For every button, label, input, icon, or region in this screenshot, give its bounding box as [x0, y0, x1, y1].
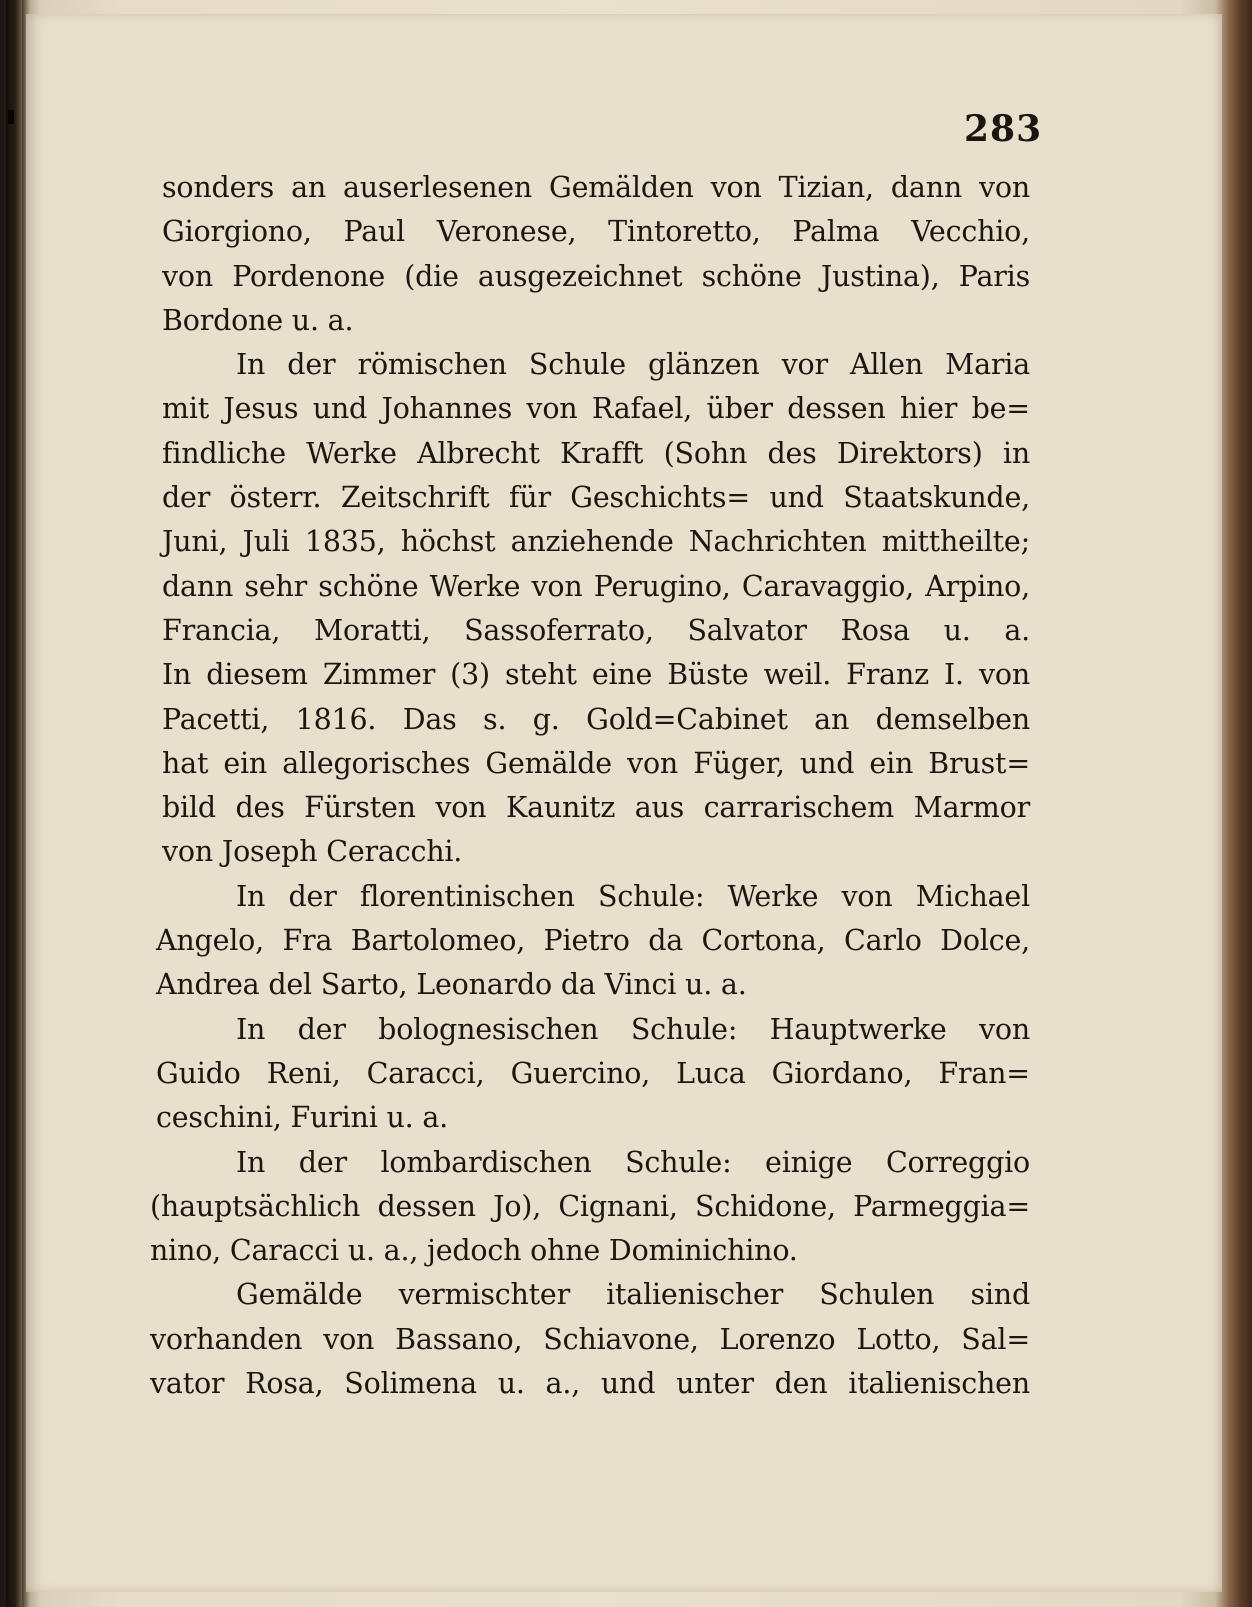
text-line: dann sehr schöne Werke von Perugino, Caravaggio, Arpino, [162, 569, 1030, 603]
text-line: hat ein allegorisches Gemälde von Füger, und ein Brust= [162, 746, 1030, 780]
text-line: findliche Werke Albrecht Krafft (Sohn des Direktors) in [162, 436, 1030, 470]
text-line: Giorgiono, Paul Veronese, Tintoretto, Palma Vecchio, [162, 215, 1030, 249]
paragraph-start-line: In der römischen Schule glänzen vor Allen Maria [236, 348, 1030, 382]
paragraph-start-line: In der florentinischen Schule: Werke von Michael [236, 879, 1030, 913]
book-binding-edge [6, 0, 22, 1607]
text-line: Bordone u. a. [162, 303, 354, 337]
text-line: Andrea del Sarto, Leonardo da Vinci u. a. [156, 968, 747, 1002]
text-line: Francia, Moratti, Sassoferrato, Salvator Rosa u. a. [162, 613, 1030, 647]
text-line: In diesem Zimmer (3) steht eine Büste weil. Franz I. von [162, 658, 1030, 692]
text-line: mit Jesus und Johannes von Rafael, über dessen hier be= [162, 392, 1030, 426]
text-line: Guido Reni, Caracci, Guercino, Luca Giordano, Fran= [156, 1056, 1030, 1090]
text-line: Pacetti, 1816. Das s. g. Gold=Cabinet an demselben [162, 702, 1030, 736]
text-line: der österr. Zeitschrift für Geschichts= und Staatskunde, [162, 481, 1030, 515]
text-line: (hauptsächlich dessen Jo), Cignani, Schidone, Parmeggia= [150, 1189, 1030, 1223]
text-line: Angelo, Fra Bartolomeo, Pietro da Cortona, Carlo Dolce, [156, 924, 1030, 958]
text-line: Juni, Juli 1835, höchst anziehende Nachrichten mittheilte; [162, 525, 1030, 559]
text-line: von Pordenone (die ausgezeichnet schöne Justina), Paris [162, 259, 1030, 293]
text-line: von Joseph Ceracchi. [162, 835, 463, 869]
text-line: nino, Caracci u. a., jedoch ohne Dominichino. [150, 1234, 798, 1268]
page-body-text [150, 166, 1030, 1406]
paragraph-start-line: In der lombardischen Schule: einige Correggio [236, 1145, 1030, 1179]
text-line: sonders an auserlesenen Gemälden von Tizian, dann von [162, 171, 1030, 204]
page-number: 283 [964, 108, 1043, 150]
text-line: bild des Fürsten von Kaunitz aus carrarischem Marmor [162, 791, 1030, 825]
text-line: vorhanden von Bassano, Schiavone, Lorenzo Lotto, Sal= [150, 1322, 1030, 1356]
binding-mark [8, 110, 14, 124]
text-line: ceschini, Furini u. a. [156, 1101, 448, 1135]
paragraph-start-line: Gemälde vermischter italienischer Schulen sind [236, 1278, 1030, 1312]
paragraph-start-line: In der bolognesischen Schule: Hauptwerke von [236, 1012, 1030, 1046]
text-line: vator Rosa, Solimena u. a., und unter den italienischen [150, 1367, 1030, 1401]
